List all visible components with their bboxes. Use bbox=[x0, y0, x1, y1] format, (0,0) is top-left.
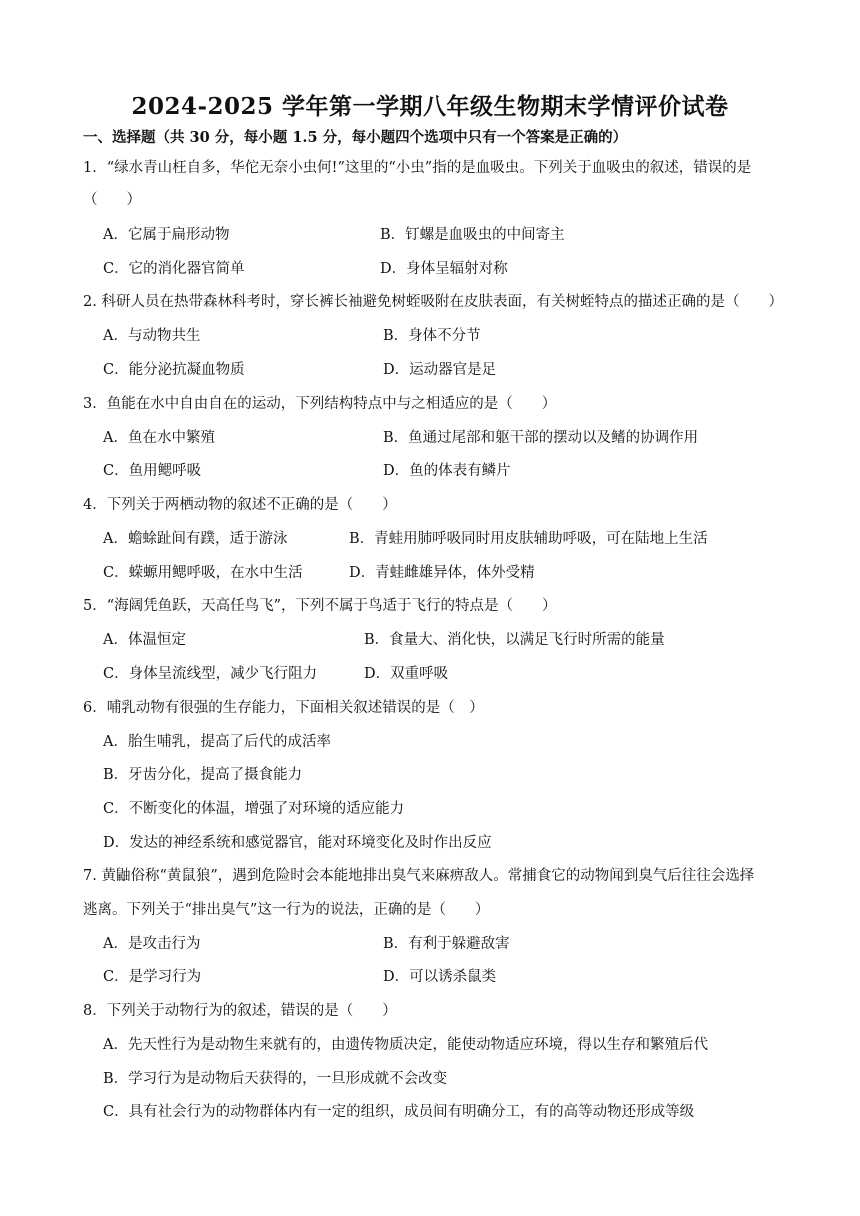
q6-option-d: D．发达的神经系统和感觉器官，能对环境变化及时作出反应 bbox=[103, 835, 492, 851]
q1-option-d: D．身体呈辐射对称 bbox=[380, 261, 508, 277]
question-2-stem: 2. 科研人员在热带森林科考时，穿长裤长袖避免树蛭吸附在皮肤表面，有关树蛭特点的描述正确的是（ ） bbox=[83, 294, 783, 310]
question-1-stem: 1．“绿水青山枉自多，华佗无奈小虫何!”这里的“小虫”指的是血吸虫。下列关于血吸虫的叙述，错误的是 bbox=[83, 160, 752, 176]
question-6-stem: 6．哺乳动物有很强的生存能力，下面相关叙述错误的是（ ） bbox=[83, 700, 484, 716]
q6-option-c: C．不断变化的体温，增强了对环境的适应能力 bbox=[103, 801, 405, 817]
q3-option-b: B．鱼通过尾部和躯干部的摆动以及鳍的协调作用 bbox=[383, 430, 699, 446]
q5-option-d: D．双重呼吸 bbox=[364, 666, 449, 682]
q7-option-d: D．可以诱杀鼠类 bbox=[383, 969, 497, 985]
q5-option-b: B．食量大、消化快，以满足飞行时所需的能量 bbox=[364, 632, 665, 648]
q5-option-a: A．体温恒定 bbox=[103, 632, 186, 648]
q4-option-a: A．蟾蜍趾间有蹼，适于游泳 bbox=[103, 531, 288, 547]
question-7-stem-cont: 逃离。下列关于“排出臭气”这一行为的说法，正确的是（ ） bbox=[83, 902, 490, 918]
q1-option-c: C．它的消化器官简单 bbox=[103, 261, 245, 277]
q7-option-c: C．是学习行为 bbox=[103, 969, 202, 985]
question-5-stem: 5．“海阔凭鱼跃，天高任鸟飞”，下列不属于鸟适于飞行的特点是（ ） bbox=[83, 598, 557, 614]
exam-title: 2024-2025 学年第一学期八年级生物期末学情评价试卷 bbox=[131, 93, 729, 120]
q5-option-c: C．身体呈流线型，减少飞行阻力 bbox=[103, 666, 318, 682]
q6-option-a: A．胎生哺乳，提高了后代的成活率 bbox=[103, 734, 331, 750]
question-4-stem: 4．下列关于两栖动物的叙述不正确的是（ ） bbox=[83, 497, 397, 513]
q1-option-a: A．它属于扁形动物 bbox=[103, 227, 230, 243]
q8-option-c: C．具有社会行为的动物群体内有一定的组织，成员间有明确分工，有的高等动物还形成等级 bbox=[103, 1104, 695, 1120]
q3-option-a: A．鱼在水中繁殖 bbox=[103, 430, 215, 446]
q4-option-d: D．青蛙雌雄异体，体外受精 bbox=[349, 565, 535, 581]
question-1-stem-cont: （ ） bbox=[83, 192, 141, 208]
section-heading: 一、选择题（共 30 分，每小题 1.5 分，每小题四个选项中只有一个答案是正确的） bbox=[83, 129, 628, 146]
question-7-stem: 7. 黄鼬俗称“黄鼠狼”，遇到危险时会本能地排出臭气来麻痹敌人。常捕食它的动物闻到臭气后往往会选择 bbox=[83, 868, 755, 884]
q7-option-b: B．有利于躲避敌害 bbox=[383, 936, 510, 952]
q8-option-b: B．学习行为是动物后天获得的，一旦形成就不会改变 bbox=[103, 1071, 448, 1087]
q2-option-b: B．身体不分节 bbox=[383, 328, 481, 344]
question-8-stem: 8．下列关于动物行为的叙述，错误的是（ ） bbox=[83, 1003, 397, 1019]
q6-option-b: B．牙齿分化，提高了摄食能力 bbox=[103, 767, 303, 783]
q3-option-d: D．鱼的体表有鳞片 bbox=[383, 463, 511, 479]
q3-option-c: C．鱼用鳃呼吸 bbox=[103, 463, 202, 479]
q2-option-a: A．与动物共生 bbox=[103, 328, 201, 344]
question-3-stem: 3．鱼能在水中自由自在的运动，下列结构特点中与之相适应的是（ ） bbox=[83, 396, 557, 412]
q1-option-b: B．钉螺是血吸虫的中间寄主 bbox=[380, 227, 565, 243]
q4-option-b: B．青蛙用肺呼吸同时用皮肤辅助呼吸，可在陆地上生活 bbox=[349, 531, 708, 547]
q8-option-a: A．先天性行为是动物生来就有的，由遗传物质决定，能使动物适应环境，得以生存和繁殖后代 bbox=[103, 1037, 708, 1053]
q4-option-c: C．蝾螈用鳃呼吸，在水中生活 bbox=[103, 565, 303, 581]
q2-option-c: C．能分泌抗凝血物质 bbox=[103, 362, 245, 378]
q7-option-a: A．是攻击行为 bbox=[103, 936, 201, 952]
q2-option-d: D．运动器官是足 bbox=[383, 362, 497, 378]
